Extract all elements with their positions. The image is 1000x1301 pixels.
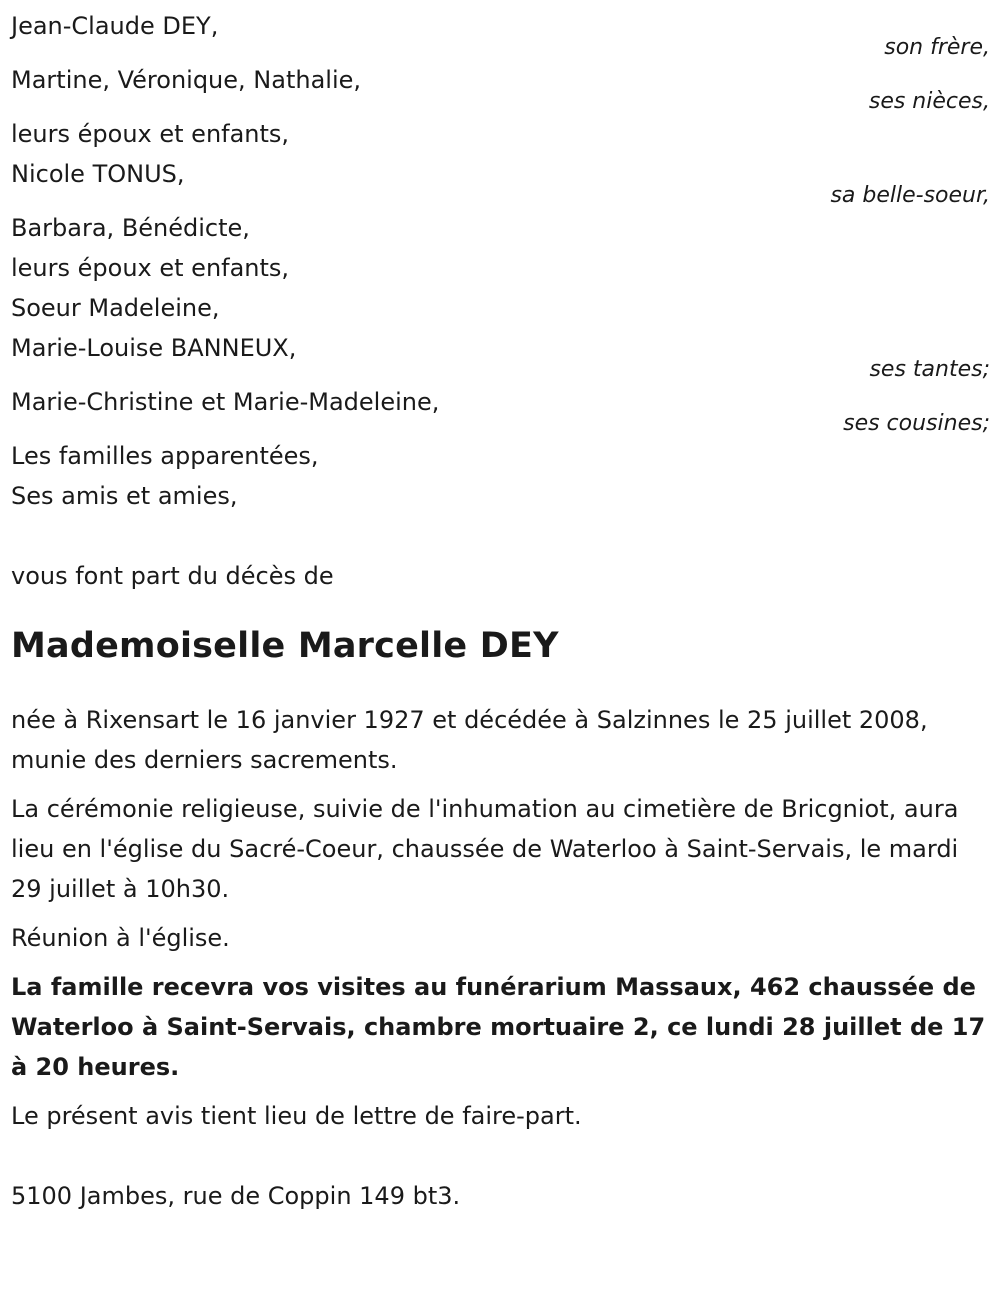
family-name-line: Soeur Madeleine, — [11, 294, 220, 322]
deceased-name: Mademoiselle Marcelle DEY — [11, 626, 559, 666]
family-name-line: Barbara, Bénédicte, — [11, 214, 250, 242]
reunion-paragraph: Réunion à l'église. — [11, 924, 230, 952]
family-name-line: Nicole TONUS, — [11, 160, 185, 188]
ceremony-paragraph: La cérémonie religieuse, suivie de l'inhumation au cimetière de Bricgniot, aura lieu en l'église du Sacré-Coeur, chaussée de Waterloo à Saint-Servais, le mardi 29 juillet à 10h30. — [11, 795, 959, 903]
family-name-line: Les familles apparentées, — [11, 442, 319, 470]
address: 5100 Jambes, rue de Coppin 149 bt3. — [11, 1182, 461, 1210]
announcement-text: vous font part du décès de — [11, 562, 334, 590]
family-role: ses tantes; — [869, 357, 990, 382]
family-name-line: Martine, Véronique, Nathalie, — [11, 66, 362, 94]
family-name-line: leurs époux et enfants, — [11, 120, 290, 148]
family-name-line: Marie-Christine et Marie-Madeleine, — [11, 388, 440, 416]
family-role: sa belle-soeur, — [830, 183, 990, 208]
family-name-line: Jean-Claude DEY, — [11, 12, 219, 40]
birth-death-paragraph: née à Rixensart le 16 janvier 1927 et décédée à Salzinnes le 25 juillet 2008, munie des derniers sacrements. — [11, 706, 928, 774]
family-role: son frère, — [884, 35, 990, 60]
family-role: ses nièces, — [868, 89, 990, 114]
visits-paragraph: La famille recevra vos visites au funérarium Massaux, 462 chaussée de Waterloo à Saint-Servais, chambre mortuaire 2, ce lundi 28 juillet de 17 à 20 heures. — [11, 973, 986, 1081]
obituary-notice — [11, 6, 990, 1216]
family-name-line: leurs époux et enfants, — [11, 254, 290, 282]
notice-paragraph: Le présent avis tient lieu de lettre de faire-part. — [11, 1102, 582, 1130]
family-name-line: Ses amis et amies, — [11, 482, 238, 510]
family-name-line: Marie-Louise BANNEUX, — [11, 334, 297, 362]
family-role: ses cousines; — [843, 411, 990, 436]
